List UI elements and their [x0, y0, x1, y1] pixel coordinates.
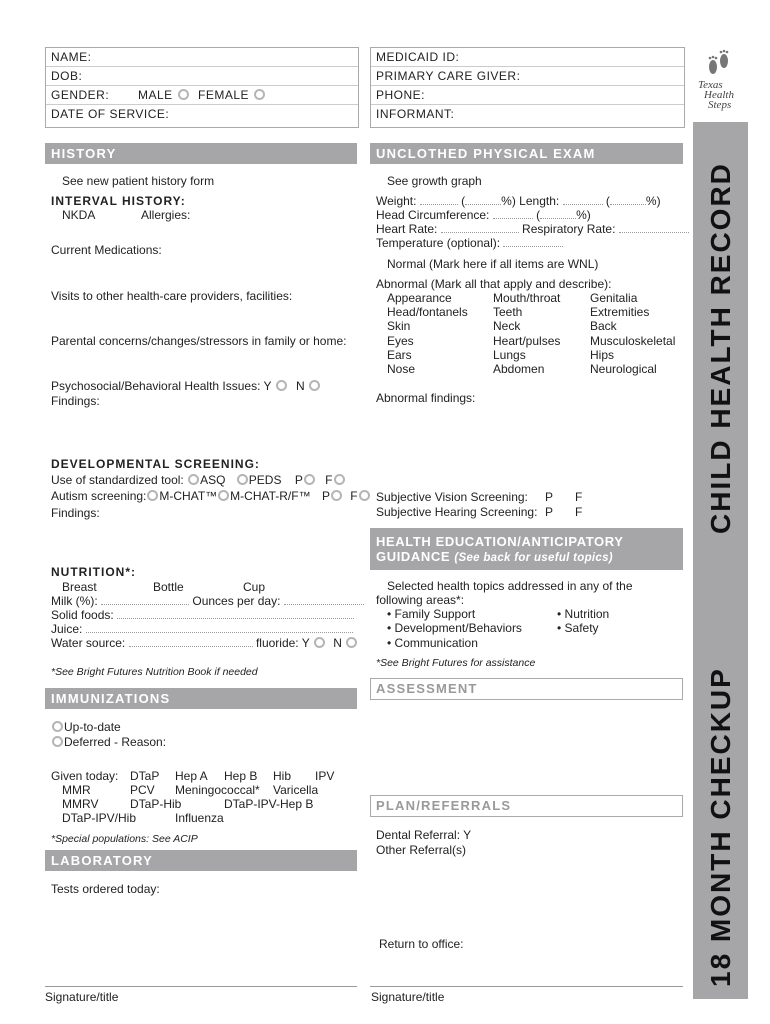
autism-pass-label: P: [321, 489, 330, 503]
exam-nose[interactable]: Nose: [387, 362, 416, 376]
current-medications-label: Current Medications:: [51, 243, 162, 257]
phone-field[interactable]: [371, 86, 684, 105]
head-circumference-input[interactable]: [493, 208, 533, 219]
male-label: MALE: [138, 88, 173, 102]
bottle-option[interactable]: Bottle: [153, 580, 184, 594]
exam-neurological[interactable]: Neurological: [590, 362, 657, 376]
exam-teeth[interactable]: Teeth: [493, 305, 523, 319]
left-signature-line: [45, 986, 357, 987]
exam-eyes[interactable]: Eyes: [387, 334, 414, 348]
record-title: CHILD HEALTH RECORD: [705, 162, 736, 534]
autism-screening-row: [51, 489, 371, 503]
exam-skin[interactable]: Skin: [387, 319, 411, 333]
allergies-label: Allergies:: [141, 208, 191, 222]
length-label: Length:: [519, 194, 560, 208]
tool-fail-radio[interactable]: [334, 474, 345, 485]
patient-info-box: [45, 47, 359, 128]
history-findings-label: Findings:: [51, 394, 100, 408]
dental-referral-label[interactable]: Dental Referral: Y: [376, 828, 472, 842]
up-to-date-row: [51, 720, 121, 734]
head-circumference-label: Head Circumference:: [376, 208, 490, 222]
vision-screening-label: Subjective Vision Screening:: [376, 490, 528, 504]
cup-option[interactable]: Cup: [243, 580, 266, 594]
respiratory-rate-input[interactable]: [619, 222, 689, 233]
psychosocial-no-label: N: [296, 379, 305, 393]
primary-care-giver-field[interactable]: [371, 67, 684, 86]
fluoride-label: fluoride: Y: [255, 636, 310, 650]
physical-exam-header: UNCLOTHED PHYSICAL EXAM: [370, 143, 683, 164]
mchat-rf-label: M-CHAT-R/F™: [230, 489, 311, 503]
guardian-info-box: [370, 47, 685, 128]
nutrition-heading: NUTRITION*:: [51, 565, 136, 579]
right-signature-label[interactable]: Signature/title: [371, 990, 445, 1004]
vision-pass-option[interactable]: P: [545, 490, 554, 504]
other-referrals-label: Other Referral(s): [376, 843, 467, 857]
solid-foods-row: [51, 608, 354, 622]
return-to-office-label: Return to office:: [379, 937, 464, 951]
tool-fail-label: F: [325, 473, 333, 487]
milk-label: Milk (%):: [51, 594, 98, 608]
laboratory-header: LABORATORY: [45, 850, 357, 871]
mchat-label: M-CHAT™: [159, 489, 218, 503]
health-education-header: [370, 528, 683, 570]
name-label: NAME:: [51, 50, 92, 64]
dob-label: DOB:: [51, 69, 83, 83]
psychosocial-no-radio[interactable]: [309, 380, 320, 391]
heart-rate-input[interactable]: [441, 222, 519, 233]
breast-option[interactable]: Breast: [62, 580, 97, 594]
education-note: *See Bright Futures for assistance: [376, 657, 536, 669]
given-today-label: Given today:: [51, 769, 119, 783]
assessment-header: ASSESSMENT: [370, 678, 683, 700]
vaccine-hep-b[interactable]: Hep B: [224, 769, 258, 783]
up-to-date-radio[interactable]: [52, 721, 63, 732]
right-signature-line: [370, 986, 683, 987]
psychosocial-label: Psychosocial/Behavioral Health Issues: Y: [51, 379, 272, 393]
psychosocial-yes-radio[interactable]: [276, 380, 287, 391]
exam-back[interactable]: Back: [590, 319, 617, 333]
topic-communication: • Communication: [387, 636, 478, 650]
autism-fail-radio[interactable]: [359, 490, 370, 501]
exam-heart-pulses[interactable]: Heart/pulses: [493, 334, 561, 348]
logo-text-steps: Steps: [708, 99, 732, 111]
developmental-screening-heading: DEVELOPMENTAL SCREENING:: [51, 457, 260, 471]
hearing-screening-label: Subjective Hearing Screening:: [376, 505, 538, 519]
normal-option[interactable]: Normal (Mark here if all items are WNL): [387, 257, 599, 271]
weight-percentile-input[interactable]: [465, 194, 501, 205]
informant-label: INFORMANT:: [376, 107, 455, 121]
deferred-label: Deferred - Reason:: [64, 735, 167, 749]
dev-findings-label: Findings:: [51, 506, 100, 520]
asq-label: ASQ: [200, 473, 226, 487]
exam-neck[interactable]: Neck: [493, 319, 521, 333]
head-percent-label: %): [576, 208, 591, 222]
fluoride-no-radio[interactable]: [346, 637, 357, 648]
checkup-title: 18 MONTH CHECKUP: [705, 667, 736, 987]
weight-length-row: Weight: ( %) Length: ( %): [376, 194, 661, 208]
solid-foods-input[interactable]: [117, 608, 354, 619]
milk-row: [51, 594, 364, 608]
vaccine-meningococcal[interactable]: Meningococcal*: [175, 783, 260, 797]
abnormal-label: Abnormal (Mark all that apply and describe):: [376, 277, 612, 291]
deferred-row: [51, 735, 166, 749]
topic-nutrition: • Nutrition: [557, 607, 610, 621]
guidance-subtitle: (See back for useful topics): [454, 552, 613, 564]
vaccine-mmr[interactable]: MMR: [62, 783, 91, 797]
ounces-label: Ounces per day:: [192, 594, 281, 608]
interval-history-heading: INTERVAL HISTORY:: [51, 194, 186, 208]
water-source-row: [51, 636, 358, 650]
vision-fail-option[interactable]: F: [575, 490, 583, 504]
topic-family-support: • Family Support: [387, 607, 476, 621]
vaccine-dtap[interactable]: DTaP: [130, 769, 160, 783]
exam-hips[interactable]: Hips: [590, 348, 615, 362]
topic-safety: • Safety: [557, 621, 599, 635]
vaccine-mmrv[interactable]: MMRV: [62, 797, 99, 811]
history-header: HISTORY: [45, 143, 357, 164]
temperature-label: Temperature (optional):: [376, 236, 501, 250]
sidebar: [693, 47, 748, 999]
medicaid-id-field[interactable]: [371, 48, 684, 67]
fluoride-no-label: N: [333, 636, 342, 650]
heart-resp-row: [376, 222, 689, 236]
primary-care-giver-label: PRIMARY CARE GIVER:: [376, 69, 521, 83]
exam-lungs[interactable]: Lungs: [493, 348, 526, 362]
vaccine-dtap-ipv-hib[interactable]: DTaP-IPV/Hib: [62, 811, 137, 825]
exam-musculoskeletal[interactable]: Musculoskeletal: [590, 334, 676, 348]
nkda-option[interactable]: NKDA: [62, 208, 96, 222]
visits-label: Visits to other health-care providers, facilities:: [51, 289, 293, 303]
solid-foods-label: Solid foods:: [51, 608, 114, 622]
asq-radio[interactable]: [188, 474, 199, 485]
guidance-title: GUIDANCE: [376, 549, 451, 564]
water-source-label: Water source:: [51, 636, 126, 650]
exam-genitalia[interactable]: Genitalia: [590, 291, 638, 305]
temperature-input[interactable]: [503, 236, 563, 247]
hearing-fail-option[interactable]: F: [575, 505, 583, 519]
dob-field[interactable]: [46, 67, 358, 86]
standardized-tool-row: [51, 473, 346, 487]
vaccine-hep-a[interactable]: Hep A: [175, 769, 208, 783]
weight-label: Weight:: [376, 194, 417, 208]
gender-field: [46, 86, 358, 105]
juice-input[interactable]: [86, 622, 353, 633]
tool-pass-label: P: [294, 473, 303, 487]
parental-concerns-label: Parental concerns/changes/stressors in family or home:: [51, 334, 347, 348]
juice-row: [51, 622, 353, 636]
weight-percent-label: %): [501, 194, 516, 208]
mchat-rf-radio[interactable]: [218, 490, 229, 501]
see-new-patient-history[interactable]: See new patient history form: [62, 174, 215, 188]
tool-pass-radio[interactable]: [304, 474, 315, 485]
immunizations-note: *Special populations: See ACIP: [51, 833, 198, 845]
psychosocial-row: [51, 379, 321, 393]
juice-label: Juice:: [51, 622, 83, 636]
autism-pass-radio[interactable]: [331, 490, 342, 501]
respiratory-rate-label: Respiratory Rate:: [522, 222, 616, 236]
length-percentile-input[interactable]: [610, 194, 646, 205]
female-radio[interactable]: [254, 89, 265, 100]
tests-ordered-label: Tests ordered today:: [51, 882, 160, 896]
topic-development-behaviors: • Development/Behaviors: [387, 621, 522, 635]
up-to-date-label: Up-to-date: [64, 720, 121, 734]
informant-field[interactable]: [371, 105, 684, 124]
medicaid-id-label: MEDICAID ID:: [376, 50, 460, 64]
texas-health-steps-logo: [693, 47, 748, 122]
exam-mouth-throat[interactable]: Mouth/throat: [493, 291, 561, 305]
exam-head-fontanels[interactable]: Head/fontanels: [387, 305, 468, 319]
autism-screening-label: Autism screening:: [51, 489, 147, 503]
vaccine-pcv[interactable]: PCV: [130, 783, 155, 797]
vaccine-dtap-hib[interactable]: DTaP-Hib: [130, 797, 182, 811]
vaccine-varicella[interactable]: Varicella: [273, 783, 319, 797]
date-of-service-field[interactable]: [46, 105, 358, 124]
length-percent-label: %): [645, 194, 661, 208]
hearing-pass-option[interactable]: P: [545, 505, 554, 519]
weight-input[interactable]: [420, 194, 458, 205]
vaccine-ipv[interactable]: IPV: [315, 769, 335, 783]
plan-referrals-header: PLAN/REFERRALS: [370, 795, 683, 817]
immunizations-header: IMMUNIZATIONS: [45, 688, 357, 709]
abnormal-findings-label: Abnormal findings:: [376, 391, 476, 405]
water-source-input[interactable]: [129, 636, 253, 647]
see-growth-graph[interactable]: See growth graph: [387, 174, 482, 188]
deferred-radio[interactable]: [52, 736, 63, 747]
health-education-title: HEALTH EDUCATION/ANTICIPATORY: [376, 534, 624, 549]
head-circumference-row: Head Circumference: ( %): [376, 208, 591, 222]
nutrition-note: *See Bright Futures Nutrition Book if needed: [51, 666, 258, 678]
vaccine-influenza[interactable]: Influenza: [175, 811, 224, 825]
length-input[interactable]: [563, 194, 603, 205]
date-of-service-label: DATE OF SERVICE:: [51, 107, 170, 121]
vaccine-hib[interactable]: Hib: [273, 769, 292, 783]
left-signature-label[interactable]: Signature/title: [45, 990, 119, 1004]
name-field[interactable]: [46, 48, 358, 67]
head-percentile-input[interactable]: [540, 208, 576, 219]
milk-input[interactable]: [101, 594, 189, 605]
exam-appearance[interactable]: Appearance: [387, 291, 452, 305]
female-label: FEMALE: [198, 88, 250, 102]
fluoride-yes-radio[interactable]: [314, 637, 325, 648]
logo-text-texas: Texas: [698, 79, 723, 91]
autism-fail-label: F: [350, 489, 358, 503]
male-radio[interactable]: [178, 89, 189, 100]
temperature-row: [376, 236, 563, 250]
peds-radio[interactable]: [237, 474, 248, 485]
exam-extremities[interactable]: Extremities: [590, 305, 650, 319]
exam-abdomen[interactable]: Abdomen: [493, 362, 545, 376]
vaccine-dtap-ipv-hep-b[interactable]: DTaP-IPV-Hep B: [224, 797, 314, 811]
ounces-input[interactable]: [284, 594, 364, 605]
gender-label: GENDER:: [51, 88, 110, 102]
education-intro[interactable]: Selected health topics addressed in any of the: [387, 579, 633, 593]
mchat-radio[interactable]: [147, 490, 158, 501]
heart-rate-label: Heart Rate:: [376, 222, 438, 236]
logo-text-health: Health: [704, 89, 734, 101]
education-intro-cont: following areas*:: [376, 593, 465, 607]
exam-ears[interactable]: Ears: [387, 348, 412, 362]
phone-label: PHONE:: [376, 88, 426, 102]
standardized-tool-label: Use of standardized tool:: [51, 473, 184, 487]
peds-label: PEDS: [248, 473, 282, 487]
